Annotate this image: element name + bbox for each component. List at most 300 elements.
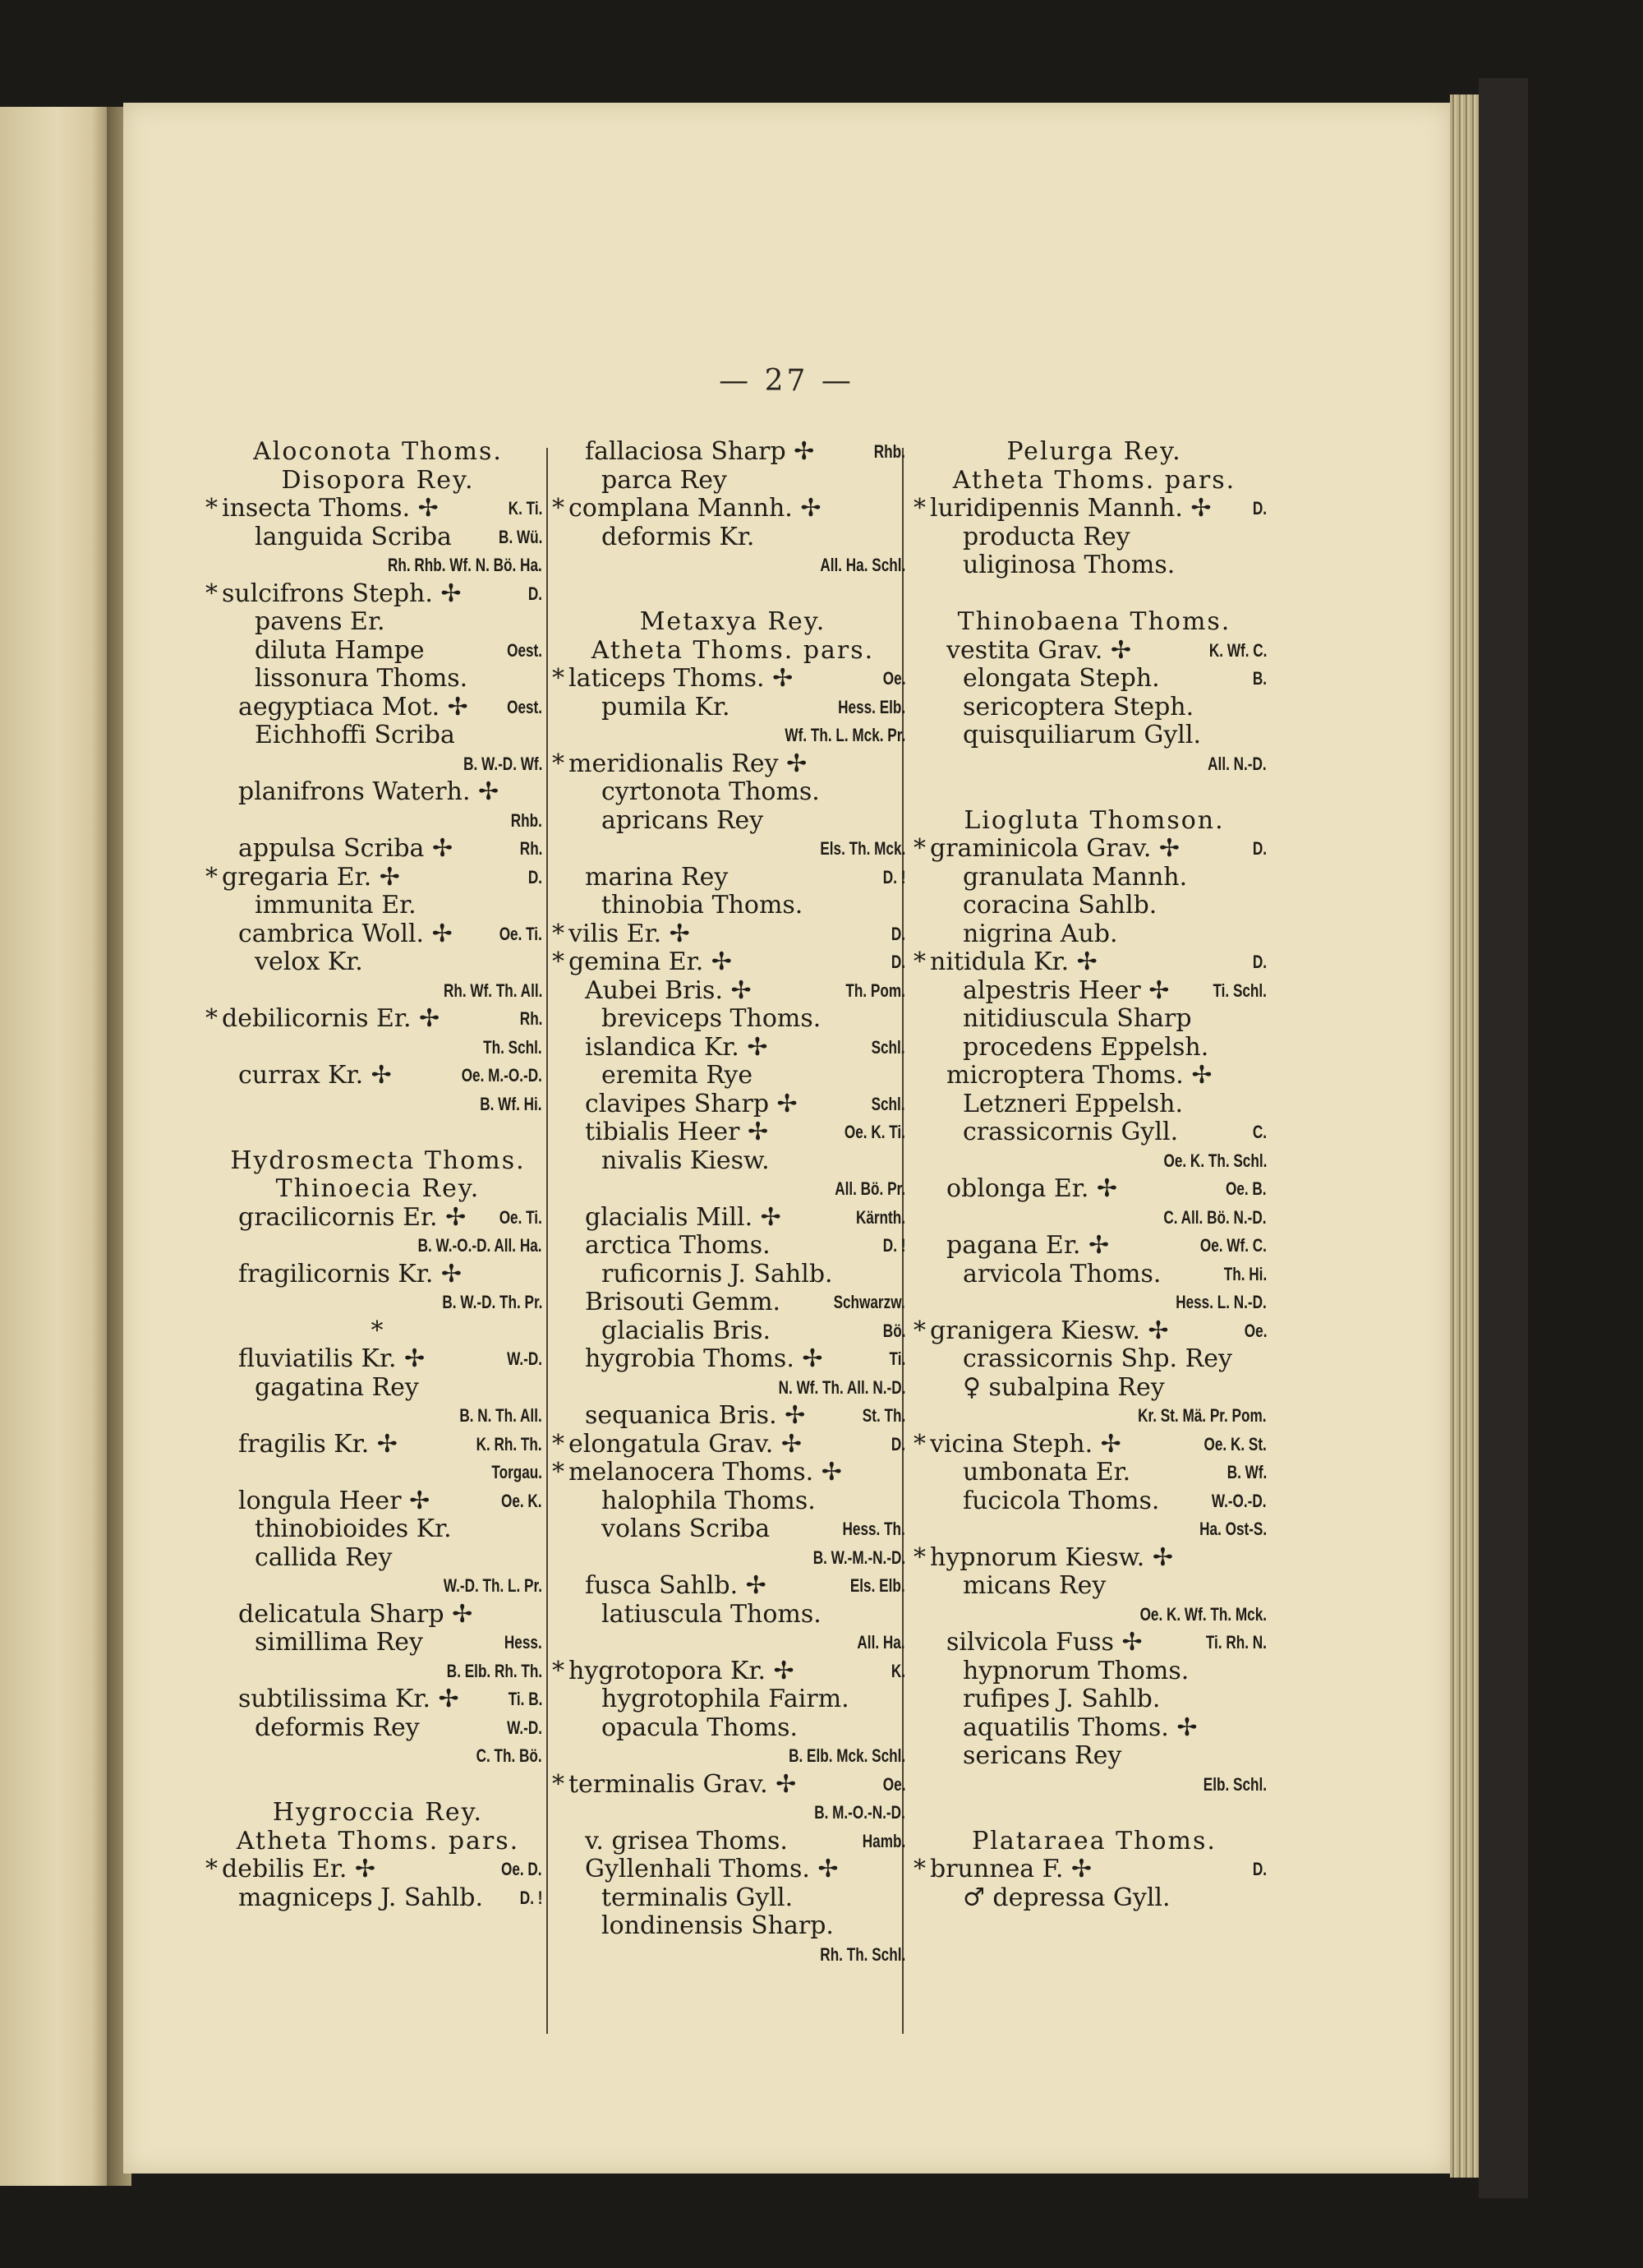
species-entry <box>552 977 914 1006</box>
distribution-note: B. Wü. <box>498 526 542 547</box>
species-name: gregaria Er. ✢ <box>222 862 400 892</box>
distribution-note: Schl. <box>871 1093 905 1114</box>
genus-heading: Plataraea Thoms. <box>972 1826 1217 1855</box>
species-entry <box>914 1487 1275 1516</box>
species-name: appulsa Scriba ✢ <box>238 834 453 863</box>
species-name: Eichhoffi Scriba <box>255 721 455 749</box>
species-entry <box>205 523 550 552</box>
species-name: pagana Er. ✢ <box>946 1231 1110 1260</box>
distribution-note: W.-D. Th. L. Pr. <box>443 1575 542 1596</box>
species-entry <box>552 1147 914 1176</box>
species-entry <box>205 835 550 864</box>
species-entry <box>914 551 1275 580</box>
asterisk-mark: * <box>205 1855 218 1883</box>
species-name: londinensis Sharp. <box>601 1911 834 1940</box>
genus-heading: Thinobaena Thoms. <box>957 607 1231 636</box>
distribution-note: Rh. Wf. Th. All. <box>443 980 542 1001</box>
distribution-note: B. N. Th. All. <box>459 1405 542 1426</box>
species-entry <box>205 1374 550 1403</box>
species-name: sericans Rey <box>963 1741 1122 1770</box>
species-name: luridipennis Mannh. ✢ <box>930 494 1212 523</box>
distribution-note: St. Th. <box>862 1405 905 1426</box>
species-entry <box>552 920 914 949</box>
distribution-note: Kr. St. Mä. Pr. Pom. <box>1138 1405 1267 1426</box>
species-entry <box>914 1034 1275 1063</box>
species-name: fusca Sahlb. ✢ <box>585 1571 766 1600</box>
species-name: uliginosa Thoms. <box>963 551 1176 579</box>
species-entry <box>552 523 914 552</box>
distribution-note: Rh. Th. Schl. <box>820 1943 905 1965</box>
asterisk-mark: * <box>205 1004 218 1033</box>
distribution-note: Oest. <box>507 639 542 661</box>
species-entry <box>914 1515 1275 1544</box>
species-name: elongata Steph. <box>963 664 1160 693</box>
species-entry <box>552 1601 914 1630</box>
asterisk-mark: * <box>552 1458 564 1487</box>
asterisk-mark: * <box>205 579 218 608</box>
distribution-note: Th. Pom. <box>845 980 905 1001</box>
species-name: diluta Hampe <box>255 635 425 665</box>
species-name: producta Rey <box>963 522 1130 551</box>
species-name: apricans Rey <box>601 805 764 835</box>
species-entry <box>914 1232 1275 1261</box>
species-name: gracilicornis Er. ✢ <box>238 1202 467 1232</box>
species-entry <box>914 523 1275 552</box>
species-entry <box>205 1005 550 1034</box>
column-3 <box>914 438 1374 1912</box>
genus-heading: Thinoecia Rey. <box>275 1174 481 1203</box>
species-entry <box>552 1175 914 1204</box>
species-entry <box>552 1374 914 1403</box>
species-name: cambrica Woll. ✢ <box>238 919 453 948</box>
species-name: fluviatilis Kr. ✢ <box>238 1344 426 1373</box>
species-entry <box>552 1232 914 1261</box>
distribution-note: N. Wf. Th. All. N.-D. <box>778 1376 905 1398</box>
species-name: hygrobia Thoms. ✢ <box>585 1344 823 1373</box>
species-entry <box>552 1288 914 1317</box>
species-name: velox Kr. <box>255 947 363 976</box>
asterisk-mark: * <box>914 494 926 523</box>
distribution-note: Ha. Ost-S. <box>1199 1519 1267 1539</box>
species-entry <box>552 694 914 722</box>
species-name: umbonata Er. <box>963 1458 1131 1487</box>
species-entry <box>552 778 914 807</box>
species-entry <box>205 1544 550 1573</box>
species-entry <box>552 892 914 920</box>
species-entry <box>914 892 1275 920</box>
asterisk-mark: * <box>205 862 218 892</box>
species-entry <box>914 1629 1275 1657</box>
species-name: ruficornis J. Sahlb. <box>601 1259 833 1288</box>
species-entry <box>552 1204 914 1233</box>
species-name: sericoptera Steph. <box>963 692 1194 721</box>
distribution-note: Oe. K. St. <box>1203 1433 1267 1454</box>
species-entry <box>914 1742 1275 1771</box>
distribution-note: Torgau. <box>491 1462 542 1482</box>
species-entry <box>552 665 914 694</box>
distribution-note: C. <box>1252 1122 1267 1142</box>
species-entry <box>914 1147 1275 1176</box>
species-name: aquatilis Thoms. ✢ <box>963 1713 1198 1742</box>
genus-heading: Atheta Thoms. pars. <box>591 635 875 665</box>
distribution-note: Rhb. <box>873 441 905 462</box>
species-entry <box>205 1402 550 1431</box>
species-name: granulata Mannh. <box>963 862 1188 892</box>
genus-heading: * <box>370 1316 385 1345</box>
page-number: — 27 — <box>719 364 854 398</box>
species-entry <box>205 1629 550 1657</box>
species-entry <box>205 1062 550 1090</box>
genus-heading: Metaxya Rey. <box>639 607 826 636</box>
distribution-note: Oest. <box>507 696 542 717</box>
asterisk-mark: * <box>914 1316 926 1345</box>
distribution-note: C. Th. Bö. <box>476 1745 542 1766</box>
species-entry <box>914 1374 1275 1403</box>
asterisk-mark: * <box>914 947 926 976</box>
species-name: thinobioides Kr. <box>255 1514 452 1543</box>
species-entry <box>552 1685 914 1714</box>
distribution-note: Th. Schl. <box>483 1036 542 1058</box>
species-entry <box>205 892 550 920</box>
species-name: volans Scriba <box>601 1514 771 1543</box>
distribution-note: B. W.-D. Wf. <box>463 753 542 774</box>
species-name: hypnorum Thoms. <box>963 1656 1190 1685</box>
species-name: nitidiuscula Sharp <box>963 1004 1192 1033</box>
asterisk-mark: * <box>552 749 564 778</box>
asterisk-mark: * <box>914 1429 926 1459</box>
distribution-note: Ti. Rh. N. <box>1205 1632 1267 1653</box>
species-name: hygrotopora Kr. ✢ <box>568 1656 794 1685</box>
asterisk-mark: * <box>552 1656 564 1685</box>
species-entry <box>552 1912 914 1941</box>
distribution-note: D. <box>891 1433 905 1454</box>
spacer <box>914 580 1275 609</box>
species-name: aegyptiaca Mot. ✢ <box>238 692 468 721</box>
species-entry <box>552 1828 914 1856</box>
species-name: latiuscula Thoms. <box>601 1599 822 1629</box>
species-name: opacula Thoms. <box>601 1713 798 1742</box>
species-name: marina Rey <box>585 862 729 892</box>
distribution-note: Oe. Ti. <box>499 1206 542 1228</box>
genus-heading: Atheta Thoms. pars. <box>952 465 1236 495</box>
distribution-note: Hess. Th. <box>842 1519 905 1539</box>
species-entry <box>914 1657 1275 1686</box>
species-name: tibialis Heer ✢ <box>585 1118 769 1146</box>
spacer <box>914 1799 1275 1828</box>
distribution-note: W.-D. <box>507 1348 542 1369</box>
distribution-note: K. <box>891 1660 905 1681</box>
species-entry <box>914 637 1275 666</box>
distribution-note: Schwarzw. <box>833 1292 905 1312</box>
species-name: longula Heer ✢ <box>238 1486 430 1515</box>
distribution-note: D. ! <box>882 866 905 887</box>
species-entry <box>552 1515 914 1544</box>
distribution-note: Schl. <box>871 1036 905 1058</box>
species-name: vestita Grav. ✢ <box>946 635 1132 665</box>
species-name: complana Mannh. ✢ <box>568 494 822 523</box>
species-name: deformis Kr. <box>601 522 755 551</box>
species-name: fragilis Kr. ✢ <box>238 1429 398 1459</box>
distribution-note: C. All. Bö. N.-D. <box>1163 1206 1267 1228</box>
distribution-note: Rh. Rhb. Wf. N. Bö. Ha. <box>388 555 542 575</box>
book-page <box>123 103 1450 2174</box>
genus-heading: Disopora Rey. <box>281 465 475 495</box>
species-entry <box>205 495 550 523</box>
species-entry <box>552 1402 914 1431</box>
species-entry <box>205 637 550 666</box>
species-entry <box>914 1005 1275 1034</box>
distribution-note: K. Rh. Th. <box>476 1433 542 1454</box>
species-entry <box>205 1232 550 1261</box>
species-entry <box>552 1657 914 1686</box>
species-name: simillima Rey <box>255 1628 423 1657</box>
species-entry <box>205 1431 550 1459</box>
spacer <box>552 580 914 609</box>
species-name: insecta Thoms. ✢ <box>222 494 439 523</box>
species-entry <box>914 1317 1275 1346</box>
species-entry <box>205 1345 550 1374</box>
species-entry <box>552 1742 914 1771</box>
distribution-note: B. <box>1252 668 1267 689</box>
species-entry <box>552 1855 914 1884</box>
species-entry <box>914 1288 1275 1317</box>
book-cover <box>1479 78 1528 2198</box>
distribution-note: B. W.-M.-N.-D. <box>812 1547 905 1568</box>
distribution-note: Oe. B. <box>1226 1178 1267 1199</box>
asterisk-mark: * <box>205 494 218 523</box>
distribution-note: Oe. K. Th. Schl. <box>1163 1150 1267 1171</box>
species-name: laticeps Thoms. ✢ <box>568 664 794 693</box>
species-entry <box>914 694 1275 722</box>
species-entry <box>552 1799 914 1828</box>
species-name: terminalis Gyll. <box>601 1883 794 1912</box>
species-entry <box>552 750 914 779</box>
species-entry <box>205 1884 550 1913</box>
species-name: Letzneri Eppelsh. <box>963 1089 1183 1118</box>
species-entry <box>552 1884 914 1913</box>
species-name: immunita Er. <box>255 891 417 920</box>
species-name: ♀ subalpina Rey <box>963 1372 1165 1402</box>
species-entry <box>552 495 914 523</box>
species-entry <box>914 1090 1275 1119</box>
distribution-note: Els. Elb. <box>850 1575 905 1596</box>
species-entry <box>914 495 1275 523</box>
species-entry <box>552 1629 914 1657</box>
distribution-note: D. <box>891 923 905 944</box>
species-entry <box>205 665 550 694</box>
species-name: glacialis Bris. <box>601 1316 771 1345</box>
species-entry <box>914 1884 1275 1913</box>
species-name: arvicola Thoms. <box>963 1259 1162 1288</box>
distribution-note: B. Wf. <box>1226 1462 1267 1482</box>
species-name: planifrons Waterh. ✢ <box>238 777 499 806</box>
species-entry <box>552 438 914 467</box>
species-entry <box>914 1345 1275 1374</box>
distribution-note: Rh. <box>519 838 542 859</box>
distribution-note: B. W.-D. Th. Pr. <box>441 1292 542 1312</box>
species-name: subtilissima Kr. ✢ <box>238 1685 459 1713</box>
distribution-note: Oe. K. <box>501 1490 542 1511</box>
species-entry <box>914 1204 1275 1233</box>
species-name: lissonura Thoms. <box>255 664 468 693</box>
species-name: gagatina Rey <box>255 1372 419 1402</box>
species-name: terminalis Grav. ✢ <box>568 1769 797 1799</box>
distribution-note: D. <box>1252 1859 1267 1879</box>
distribution-note: Elb. Schl. <box>1203 1773 1267 1795</box>
species-entry <box>914 948 1275 977</box>
distribution-note: Wf. Th. L. Mck. Pr. <box>785 725 905 745</box>
asterisk-mark: * <box>552 947 564 976</box>
distribution-note: Oe. M.-O.-D. <box>461 1065 542 1086</box>
left-page-edge <box>0 107 115 2186</box>
species-name: fucicola Thoms. <box>963 1486 1160 1515</box>
species-name: hygrotophila Fairm. <box>601 1685 849 1713</box>
distribution-note: D. <box>527 583 542 604</box>
species-name: v. grisea Thoms. <box>585 1826 788 1855</box>
distribution-note: B. Elb. Mck. Schl. <box>788 1745 905 1766</box>
species-entry <box>552 1034 914 1063</box>
distribution-note: Oe. <box>1244 1320 1267 1341</box>
species-entry <box>205 551 550 580</box>
distribution-note: Els. Th. Mck. <box>820 838 905 859</box>
species-entry <box>205 778 550 807</box>
species-entry <box>914 1685 1275 1714</box>
species-entry <box>914 1601 1275 1630</box>
species-name: debilis Er. ✢ <box>222 1855 376 1883</box>
distribution-note: Ti. <box>889 1348 905 1369</box>
species-name: graminicola Grav. ✢ <box>930 834 1180 863</box>
species-name: crassicornis Gyll. <box>963 1118 1179 1146</box>
asterisk-mark: * <box>552 1429 564 1459</box>
species-name: fallaciosa Sharp ✢ <box>585 437 815 466</box>
distribution-note: D. <box>527 866 542 887</box>
species-name: languida Scriba <box>255 522 452 551</box>
species-entry <box>552 721 914 750</box>
asterisk-mark: * <box>914 834 926 863</box>
species-name: arctica Thoms. <box>585 1231 771 1260</box>
distribution-note: Bö. <box>882 1320 905 1341</box>
asterisk-mark: * <box>552 919 564 948</box>
species-entry <box>914 1062 1275 1090</box>
species-name: crassicornis Shp. Rey <box>963 1344 1232 1373</box>
species-entry <box>914 1118 1275 1147</box>
species-name: pavens Er. <box>255 607 385 636</box>
distribution-note: D. ! <box>519 1887 542 1908</box>
species-entry <box>205 1855 550 1884</box>
species-entry <box>552 1118 914 1147</box>
species-entry <box>205 1714 550 1743</box>
species-name: parca Rey <box>601 465 727 495</box>
species-entry <box>205 1261 550 1289</box>
species-name: cyrtonota Thoms. <box>601 777 820 806</box>
species-name: pumila Kr. <box>601 692 730 721</box>
distribution-note: Rhb. <box>510 809 542 831</box>
species-entry <box>205 1657 550 1686</box>
species-name: breviceps Thoms. <box>601 1004 822 1033</box>
species-name: gemina Er. ✢ <box>568 947 732 976</box>
species-entry <box>914 864 1275 892</box>
species-name: clavipes Sharp ✢ <box>585 1089 798 1118</box>
distribution-note: B. W.-O.-D. All. Ha. <box>418 1235 542 1256</box>
species-entry <box>205 1204 550 1233</box>
species-name: callida Rey <box>255 1542 393 1572</box>
species-entry <box>914 721 1275 750</box>
distribution-note: K. Wf. C. <box>1208 639 1267 661</box>
species-name: sulcifrons Steph. ✢ <box>222 579 462 608</box>
distribution-note: Hess. Elb. <box>837 696 905 717</box>
distribution-note: All. Bö. Pr. <box>835 1178 905 1199</box>
genus-heading: Pelurga Rey. <box>1006 437 1182 466</box>
spacer <box>205 1771 550 1800</box>
distribution-note: W.-D. <box>507 1717 542 1738</box>
species-entry <box>205 1742 550 1771</box>
species-name: vicina Steph. ✢ <box>930 1429 1121 1459</box>
species-entry <box>205 1601 550 1630</box>
distribution-note: Oe. K. Ti. <box>844 1122 905 1142</box>
distribution-note: Hess. L. N.-D. <box>1176 1292 1267 1312</box>
species-entry <box>552 1487 914 1516</box>
distribution-note: D. ! <box>882 1235 905 1256</box>
species-entry <box>914 1402 1275 1431</box>
distribution-note: All. Ha. Schl. <box>820 555 905 575</box>
species-name: micans Rey <box>963 1571 1107 1600</box>
distribution-note: K. Ti. <box>508 498 542 519</box>
species-name: rufipes J. Sahlb. <box>963 1685 1161 1713</box>
distribution-note: All. N.-D. <box>1208 753 1267 774</box>
species-name: silvicola Fuss ✢ <box>946 1628 1143 1657</box>
distribution-note: Hess. <box>504 1632 542 1653</box>
species-entry <box>914 1572 1275 1601</box>
species-entry <box>914 977 1275 1006</box>
species-name: fragilicornis Kr. ✢ <box>238 1259 463 1288</box>
distribution-note: All. Ha. <box>857 1632 905 1653</box>
species-name: Gyllenhali Thoms. ✢ <box>585 1855 839 1883</box>
species-name: Brisouti Gemm. <box>585 1288 781 1316</box>
species-name: eremita Rye <box>601 1061 753 1090</box>
page-stack-edge <box>1450 94 1479 2178</box>
species-entry <box>914 750 1275 779</box>
species-entry <box>552 1090 914 1119</box>
species-name: oblonga Er. ✢ <box>946 1174 1118 1203</box>
species-name: delicatula Sharp ✢ <box>238 1599 473 1629</box>
spacer <box>914 778 1275 807</box>
species-name: deformis Rey <box>255 1713 420 1742</box>
species-name: nivalis Kiesw. <box>601 1146 770 1175</box>
species-name: alpestris Heer ✢ <box>963 975 1170 1005</box>
distribution-note: Oe. D. <box>501 1859 542 1879</box>
species-entry <box>914 1459 1275 1487</box>
species-entry <box>205 1090 550 1119</box>
species-entry <box>205 977 550 1006</box>
distribution-note: Th. Hi. <box>1223 1263 1267 1284</box>
species-name: magniceps J. Sahlb. <box>238 1883 484 1912</box>
species-name: vilis Er. ✢ <box>568 919 690 948</box>
species-entry <box>914 835 1275 864</box>
species-entry <box>205 750 550 779</box>
species-entry <box>205 694 550 722</box>
asterisk-mark: * <box>552 1769 564 1799</box>
species-entry <box>552 864 914 892</box>
species-entry <box>205 580 550 609</box>
species-name: currax Kr. ✢ <box>238 1061 392 1090</box>
species-entry <box>205 1459 550 1487</box>
spacer <box>205 1118 550 1147</box>
species-entry <box>552 1941 914 1970</box>
species-entry <box>914 1771 1275 1800</box>
species-entry <box>205 1288 550 1317</box>
species-entry <box>914 920 1275 949</box>
asterisk-mark: * <box>914 1542 926 1572</box>
